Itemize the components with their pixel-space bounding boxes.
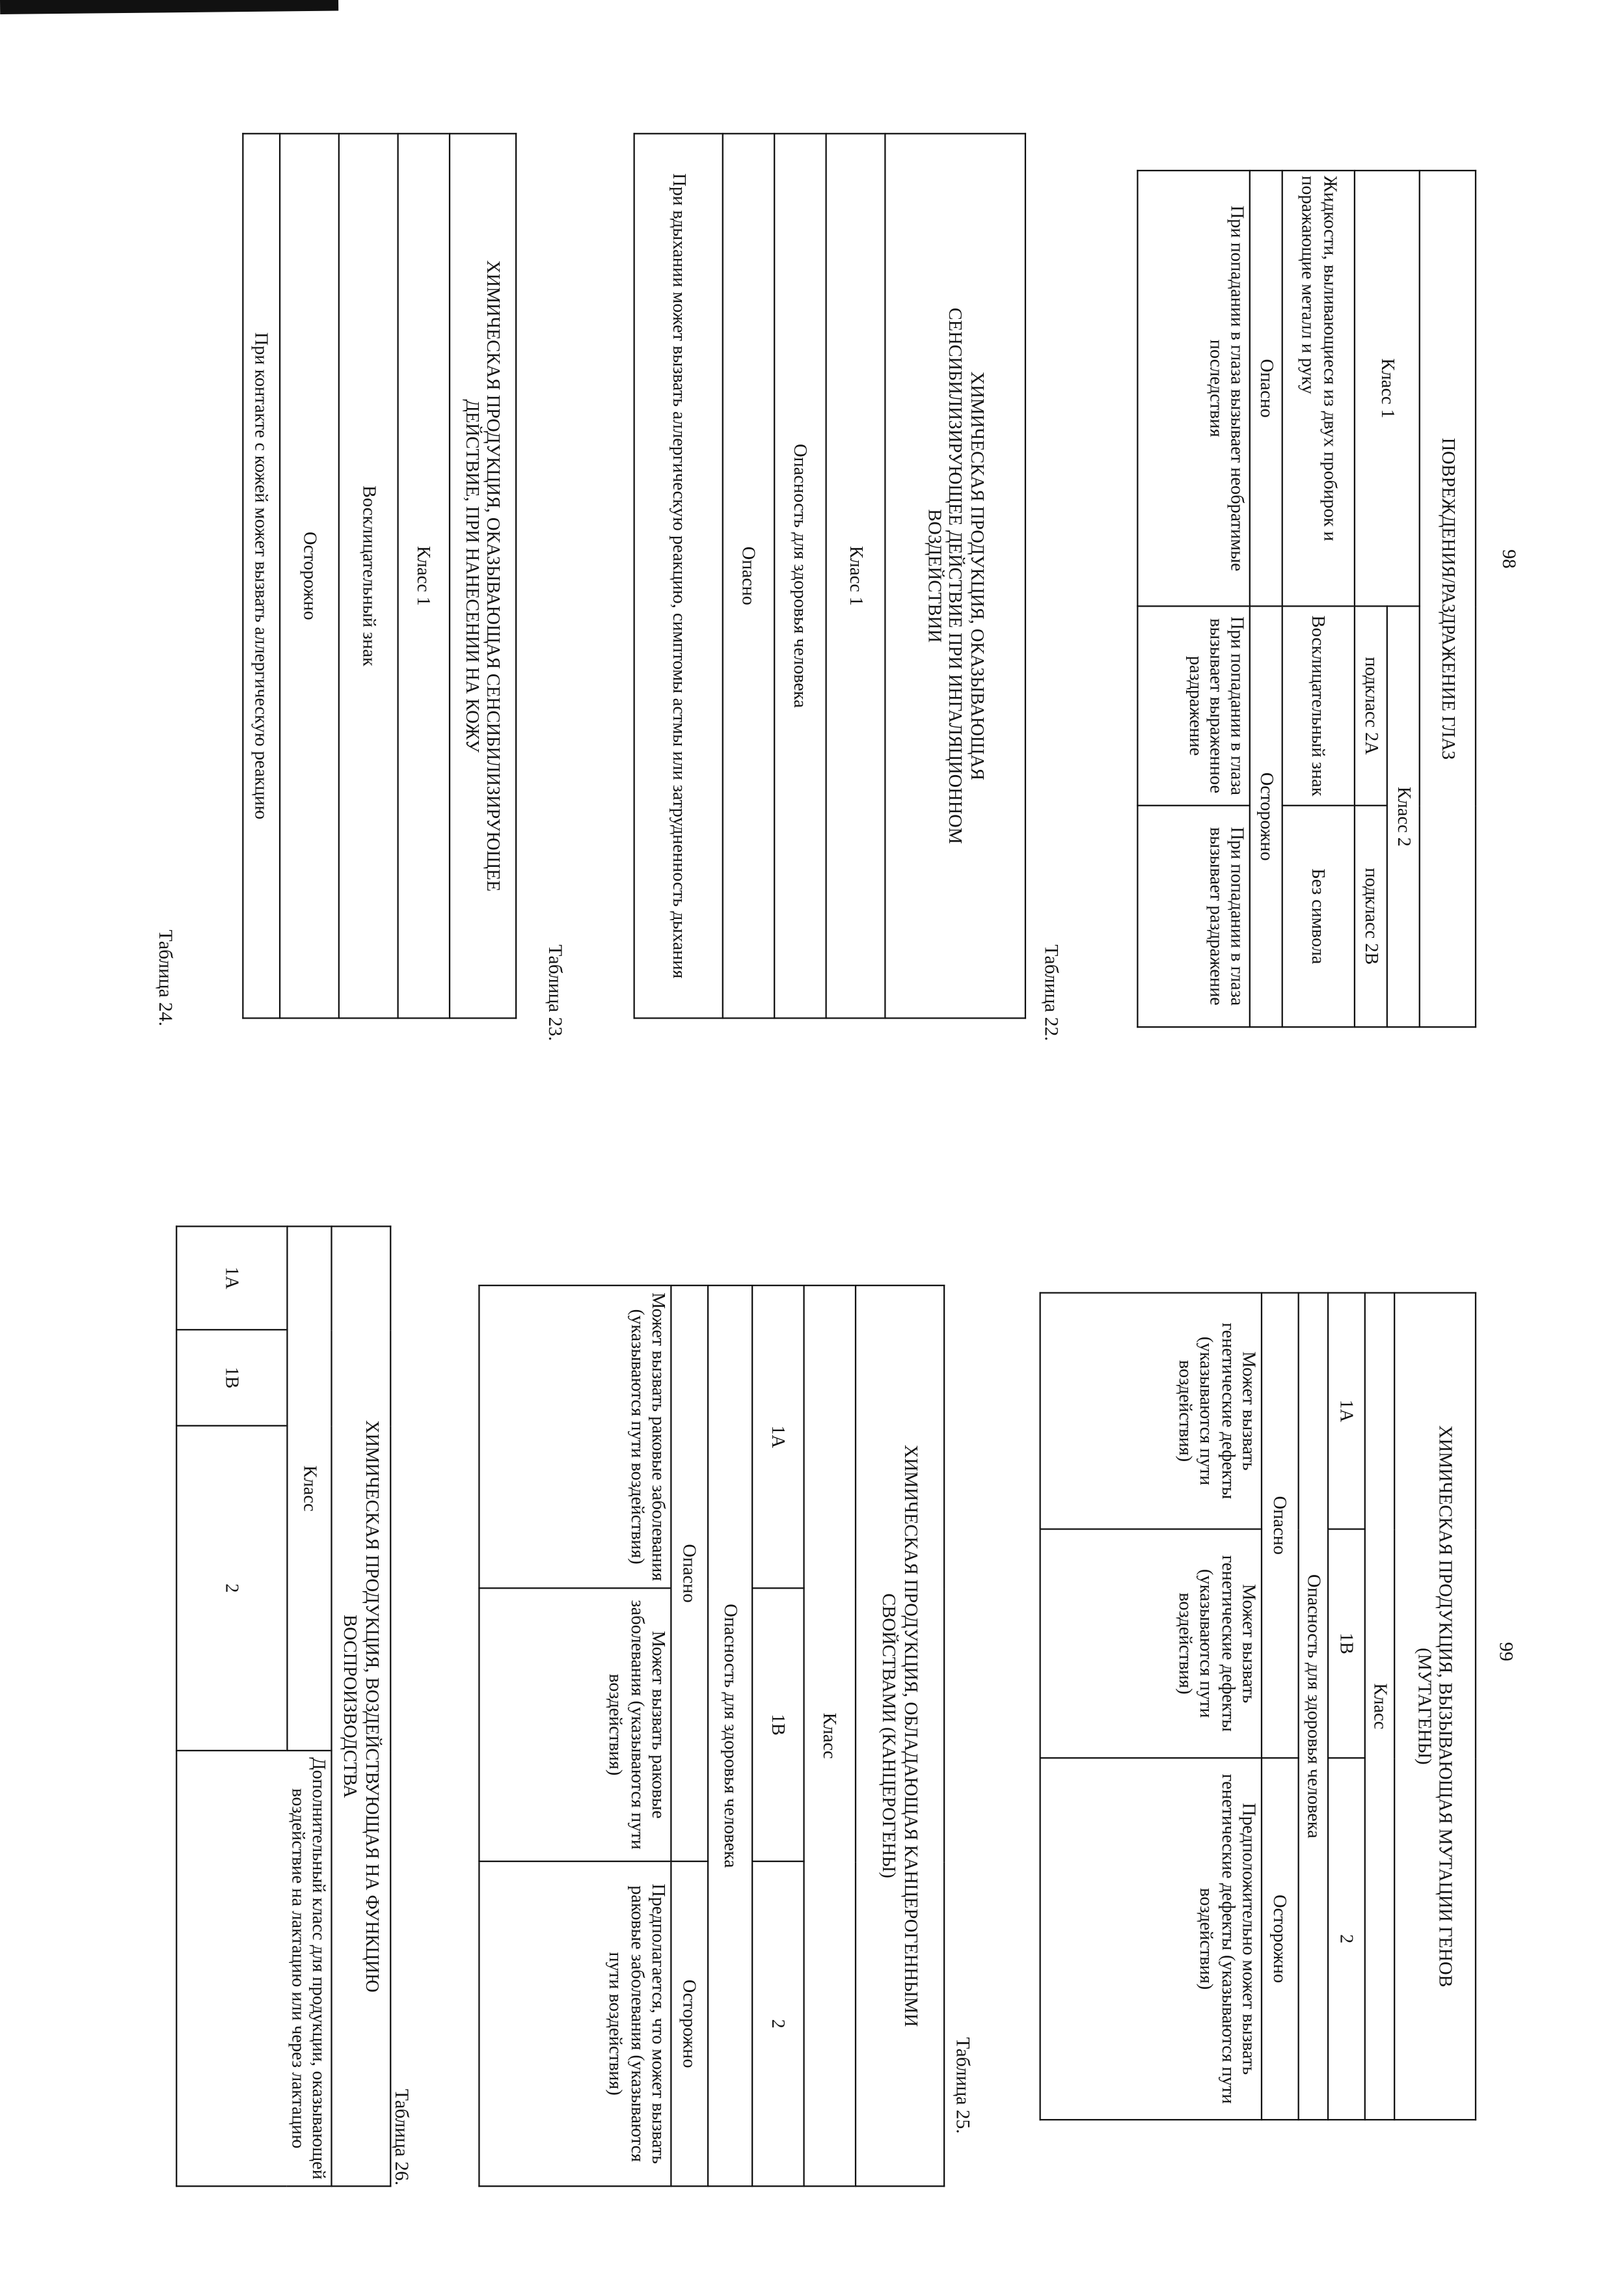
signal-warning: Осторожно	[1262, 1758, 1299, 2120]
class-1: Класс 1	[1355, 171, 1419, 606]
table-caption-22: Таблица 22.	[1040, 944, 1063, 1041]
statement-1b: Может вызвать генетические дефекты (указываются пути воздействия)	[1040, 1529, 1262, 1758]
signal-warning: Осторожно	[671, 1861, 708, 2186]
table-title: ХИМИЧЕСКАЯ ПРОДУКЦИЯ, ОБЛАДАЮЩАЯ КАНЦЕРОГЕННЫМИ СВОЙСТВАМИ (КАНЦЕРОГЕНЫ)	[856, 1285, 944, 2186]
symbol: Восклицательный знак	[339, 133, 398, 1018]
table-title: ХИМИЧЕСКАЯ ПРОДУКЦИЯ, ВЫЗЫВАЮЩАЯ МУТАЦИИ ГЕНОВ (МУТАГЕНЫ)	[1394, 1293, 1476, 2120]
class-2: 2	[176, 1426, 287, 1751]
statement-2b: При попадании в глаза вызывает раздражение	[1137, 806, 1250, 1027]
signal-danger: Опасно	[1262, 1293, 1299, 1758]
class-2: 2	[1328, 1758, 1365, 2120]
symbol-2b: Без символа	[1282, 806, 1355, 1027]
additional-class-lactation: Дополнительный класс для продукции, оказывающей воздействие на лактацию или через лактацию	[176, 1751, 331, 2186]
class-2: 2	[752, 1861, 804, 2186]
statement-2a: При попадании в глаза вызывает выраженное раздражение	[1137, 606, 1250, 805]
table-title: ХИМИЧЕСКАЯ ПРОДУКЦИЯ, ВОЗДЕЙСТВУЮЩАЯ НА ФУНКЦИЮ ВОСПРОИЗВОДСТВА	[331, 1226, 390, 2186]
hazard-label: Опасность для здоровья человека	[774, 133, 826, 1018]
subclass-2b: подкласс 2В	[1355, 806, 1387, 1027]
class-header: Класс	[287, 1226, 331, 1750]
class-2: Класс 2	[1387, 606, 1419, 1027]
table-title: ХИМИЧЕСКАЯ ПРОДУКЦИЯ, ОКАЗЫВАЮЩАЯ СЕНСИБИЛИЗИРУЮЩЕЕ ДЕЙСТВИЕ, ПРИ НАНЕСЕНИИ НА КОЖУ	[450, 133, 516, 1018]
table-title: ХИМИЧЕСКАЯ ПРОДУКЦИЯ, ОКАЗЫВАЮЩАЯ СЕНСИБИЛИЗИРУЮЩЕЕ ДЕЙСТВИЕ ПРИ ИНГАЛЯЦИОННОМ ВОЗДЕЙСТВИИ	[885, 133, 1025, 1018]
table-caption-25: Таблица 25.	[952, 2037, 975, 2134]
reproductive-toxicity-table	[176, 1225, 391, 2187]
class-1a: 1А	[752, 1285, 804, 1588]
class-1a: 1А	[176, 1226, 287, 1330]
class-1b: 1В	[176, 1330, 287, 1425]
mutagens-table	[1039, 1292, 1476, 2120]
table-caption-24: Таблица 24.	[155, 929, 178, 1026]
hazard-label: Опасность для здоровья человека	[708, 1285, 752, 2186]
table-caption-23: Таблица 23.	[545, 944, 567, 1041]
hazard-statement: При контакте с кожей может вызвать аллергическую реакцию	[243, 133, 280, 1018]
page-number-right: 99	[1495, 1642, 1518, 1661]
class-1b: 1В	[1328, 1529, 1365, 1758]
hazard-statement: При вдыхании может вызвать аллергическую реакцию, симптомы астмы или затрудненность дыхания	[634, 133, 723, 1018]
respiratory-sensitizer-table	[634, 133, 1027, 1018]
class-header: Класс	[804, 1285, 856, 2186]
signal-2: Осторожно	[1251, 606, 1282, 1027]
class-1: Класс 1	[826, 133, 886, 1018]
class-1a: 1А	[1328, 1293, 1365, 1529]
carcinogens-table	[478, 1285, 945, 2187]
signal-word: Осторожно	[280, 133, 339, 1018]
table-caption-26: Таблица 26.	[391, 2088, 414, 2186]
signal-1: Опасно	[1251, 171, 1282, 606]
symbol-2a: Восклицательный знак	[1282, 606, 1355, 805]
class-1b: 1В	[752, 1588, 804, 1861]
page-number-left: 98	[1498, 549, 1521, 569]
table-title: ПОВРЕЖДЕНИЯ/РАЗДРАЖЕНИЕ ГЛАЗ	[1419, 171, 1476, 1027]
statement-2: Предположительно может вызвать генетические дефекты (указываются пути воздействия)	[1040, 1758, 1262, 2120]
statement-1: При попадании в глаза вызывает необратимые последствия	[1137, 171, 1250, 606]
symbol-1: Жидкости, выливающиеся из двух пробирок и поражающие металл и руку	[1282, 171, 1355, 606]
signal-word: Опасно	[723, 133, 774, 1018]
statement-1a: Может вызвать генетические дефекты (указываются пути воздействия)	[1040, 1293, 1262, 1529]
hazard-label: Опасность для здоровья человека	[1299, 1293, 1328, 2120]
skin-sensitizer-table	[242, 133, 517, 1018]
class-1: Класс 1	[398, 133, 450, 1018]
statement-1a: Может вызвать раковые заболевания (указываются пути воздействия)	[479, 1285, 671, 1588]
eye-damage-table	[1137, 170, 1476, 1028]
statement-1b: Может вызвать раковые заболевания (указываются пути воздействия)	[479, 1588, 671, 1861]
class-header: Класс	[1365, 1293, 1394, 2120]
statement-2: Предполагается, что может вызвать раковые заболевания (указываются пути воздействия)	[479, 1861, 671, 2186]
subclass-2a: подкласс 2А	[1355, 606, 1387, 805]
signal-danger: Опасно	[671, 1285, 708, 1861]
